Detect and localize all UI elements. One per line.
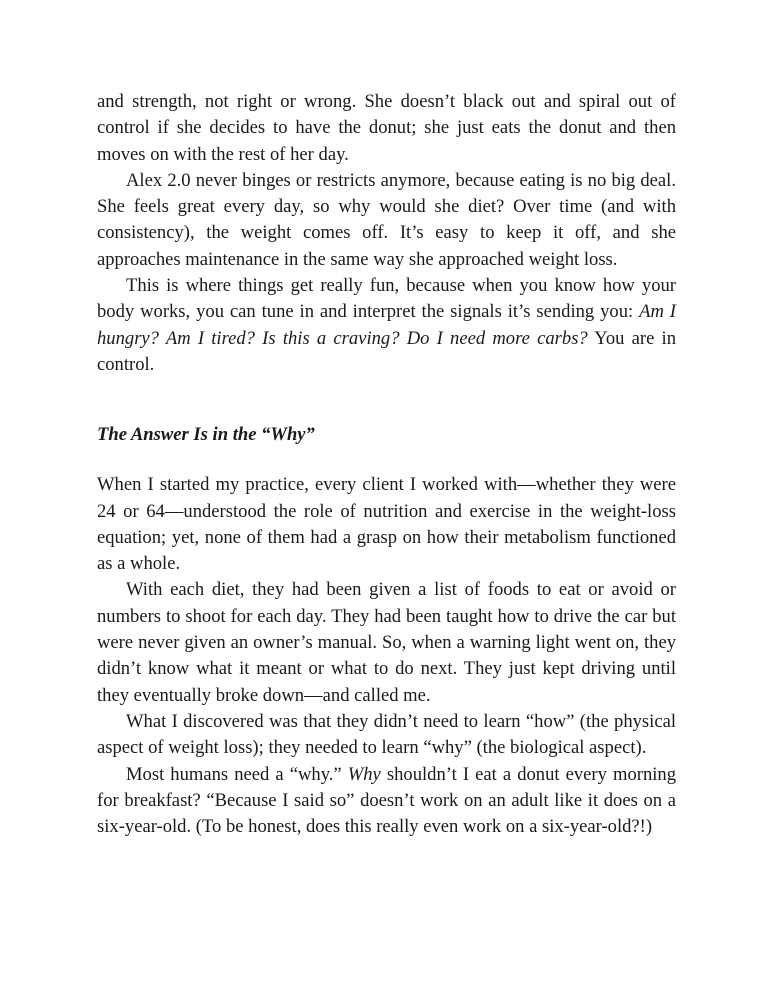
- paragraph-discovered-why: What I discovered was that they didn’t need to learn “how” (the physical aspect of weight loss); they needed to learn “why” (the biological aspect).: [97, 710, 676, 759]
- paragraph-humans-need-why-italic: Why: [347, 763, 381, 785]
- paragraph-body-signals-questions: Am I hungry? Am I tired? Is this a craving? Do I need more carbs?: [97, 301, 676, 349]
- paragraph-humans-need-why-start: Most humans need a “why.”: [126, 763, 348, 785]
- paragraph-each-diet: With each diet, they had been given a list of foods to eat or avoid or numbers to shoot for each day. They had been taught how to drive the car but were never given an owner’s manual. So, when a warning light went on, they didn’t know what it meant or what to do next. They just kept driving until they eventually broke down—and called me.: [97, 579, 676, 706]
- paragraph-humans-need-why: [97, 762, 676, 841]
- paragraph-humans-need-why-end: shouldn’t I eat a donut every morning for breakfast? “Because I said so” doesn’t work on an adult like it does on a six-year-old. (To be honest, does this really even work on a six-year-old?!): [97, 763, 676, 838]
- paragraph-alex-2-0: Alex 2.0 never binges or restricts anymore, because eating is no big deal. She feels great every day, so why would she diet? Over time (and with consistency), the weight comes off. It’s easy to keep it off, and she approaches maintenance in the same way she approached weight loss.: [97, 169, 676, 270]
- paragraph-body-signals-end: You are in control.: [97, 327, 677, 375]
- section-heading: The Answer Is in the “Why”: [97, 424, 315, 446]
- paragraph-body-signals-text: This is where things get really fun, because when you know how your body works, you can tune in and interpret the signals it’s sending you:: [97, 275, 676, 323]
- paragraph-body-signals: [97, 273, 676, 378]
- paragraph-strength-not-right-or-wrong: and strength, not right or wrong. She doesn’t black out and spiral out of control if she decides to have the donut; she just eats the donut and then moves on with the rest of her day.: [97, 91, 676, 165]
- paragraph-started-practice: When I started my practice, every client I worked with—whether they were 24 or 64—understood the role of nutrition and exercise in the weight-loss equation; yet, none of them had a grasp on how their metabolism functioned as a whole.: [97, 474, 676, 575]
